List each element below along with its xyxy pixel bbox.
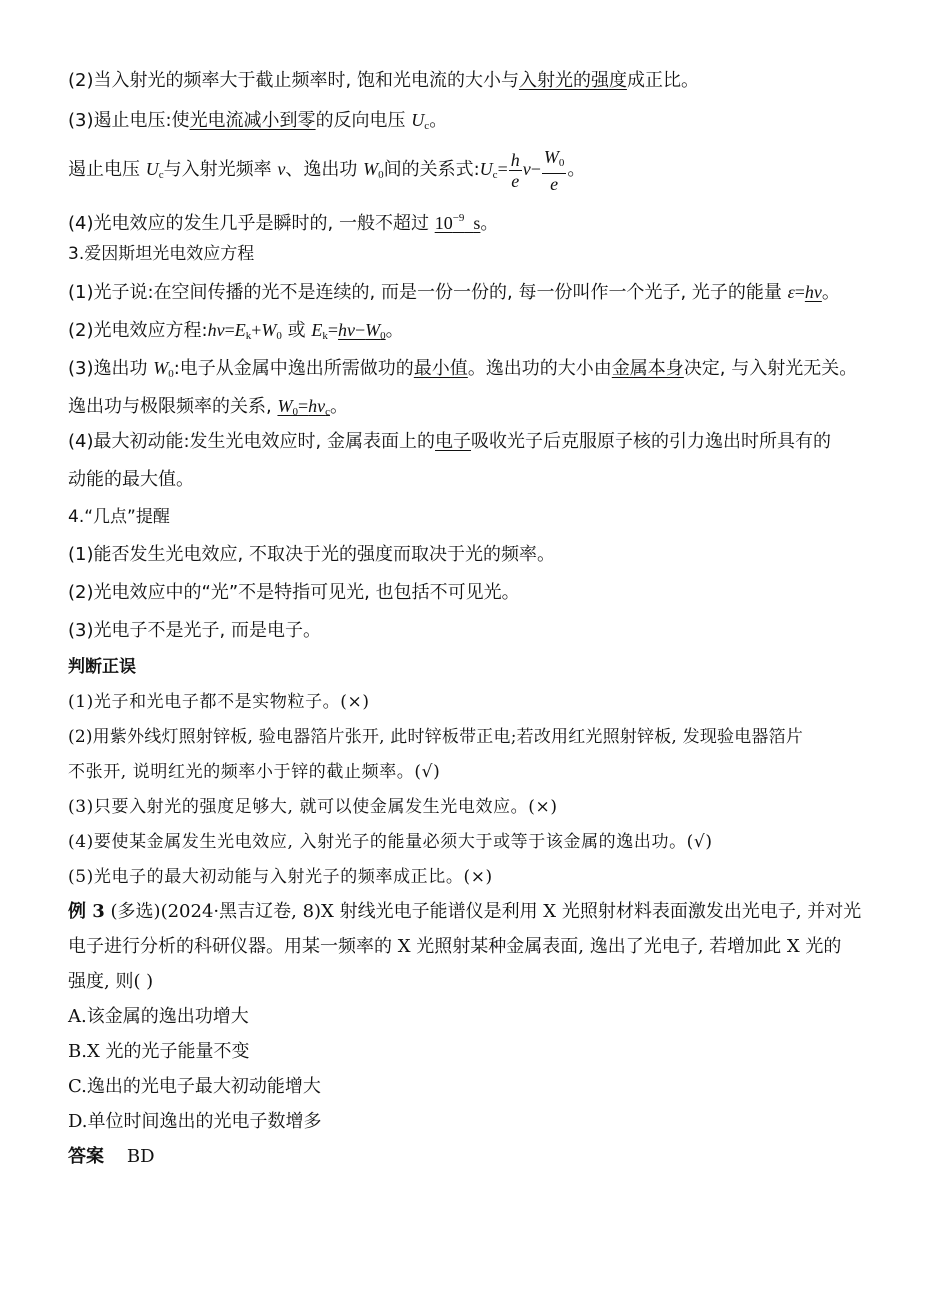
subscript: k	[322, 330, 328, 342]
text: 与入射光频率	[163, 159, 272, 180]
text: 。	[821, 282, 840, 303]
underlined-answer: 电子	[435, 431, 472, 452]
judge-title: 判断正误	[68, 657, 136, 677]
tip-1: (1)能否发生光电效应, 不取决于光的强度而取决于光的频率。	[68, 544, 555, 565]
text-line-work-function	[68, 356, 910, 386]
numerator: h	[510, 149, 520, 170]
judge-item-2b: 不张开, 说明红光的频率小于锌的截止频率。(√)	[68, 762, 441, 782]
underlined-answer: 最小值	[413, 358, 468, 379]
text: (4)最大初动能:发生光电效应时, 金属表面上的	[68, 431, 436, 452]
symbol-nu: ν	[277, 159, 286, 179]
text-line-max-kinetic-energy	[68, 430, 910, 454]
underlined-answer	[277, 396, 330, 417]
example-label: 例 3	[68, 901, 105, 922]
text: 。	[429, 110, 448, 131]
text: 间的关系式:	[383, 159, 480, 180]
numerator	[542, 147, 567, 174]
text: =	[224, 320, 235, 340]
text: 。	[385, 320, 404, 341]
text: 遏止电压	[68, 159, 140, 180]
text: (3)遏止电压:使	[68, 110, 190, 131]
fraction-h-over-e	[509, 150, 522, 191]
text-line-photoelectric-equation	[68, 318, 910, 348]
subscript: 0	[276, 330, 282, 342]
text: (4)光电效应的发生几乎是瞬时的, 一般不超过	[68, 213, 429, 234]
underlined-answer: hν	[804, 282, 822, 302]
symbol-E: E	[311, 320, 323, 340]
example-question-line-3: 强度, 则( )	[68, 971, 154, 992]
symbol-U: U	[145, 159, 159, 179]
subscript: c	[158, 169, 164, 181]
judge-item-5: (5)光电子的最大初动能与入射光子的频率成正比。(×)	[68, 867, 493, 887]
text-line-instant	[68, 206, 910, 236]
judge-item-3: (3)只要入射光的强度足够大, 就可以使金属发生光电效应。(×)	[68, 797, 558, 817]
text-line: 动能的最大值。	[68, 469, 194, 490]
symbol-W: W	[543, 146, 559, 167]
symbol-W: W	[363, 159, 379, 179]
text: 或	[287, 320, 306, 341]
subscript: 0	[558, 156, 565, 169]
text: X 射线光电子能谱仪是利用 X 光照射材料表面激发出光电子, 并对光	[321, 901, 862, 922]
subscript: 0	[378, 169, 384, 181]
symbol-W: W	[365, 320, 381, 340]
subscript: c	[424, 120, 430, 132]
symbol-epsilon: ε	[787, 282, 795, 302]
underlined-answer: 入射光的强度	[518, 70, 627, 91]
text: (2)当入射光的频率大于截止频率时, 饱和光电流的大小与	[68, 70, 519, 91]
underlined-answer	[435, 213, 481, 233]
subscript: 0	[168, 368, 174, 380]
text: (3)逸出功	[68, 358, 148, 379]
text: 成正比。	[626, 70, 699, 91]
symbol-W: W	[277, 396, 293, 416]
symbol-hv: hν	[207, 320, 225, 340]
text: −	[530, 159, 541, 179]
text: (1)光子说:在空间传播的光不是连续的, 而是一份一份的, 每一份叫作一个光子, 光子的能量	[68, 282, 782, 303]
answer-label: 答案	[68, 1146, 104, 1167]
text: 。	[567, 159, 586, 180]
text: 。	[480, 213, 499, 234]
text: (2)光电效应方程:	[68, 320, 208, 341]
text: =	[794, 282, 805, 302]
text: 吸收光子后克服原子核的引力逸出时所具有的	[471, 431, 832, 452]
superscript: −9	[452, 212, 465, 224]
text: 逸出功与极限频率的关系,	[68, 396, 272, 417]
text: 10	[434, 213, 453, 233]
symbol-nu: ν	[522, 159, 531, 179]
answer-line	[68, 1145, 910, 1169]
judge-item-2a: (2)用紫外线灯照射锌板, 验电器箔片张开, 此时锌板带正电;若改用红光照射锌板, 发现验电器箔片	[68, 727, 804, 747]
judge-item-4: (4)要使某金属发生光电效应, 入射光子的能量必须大于或等于该金属的逸出功。(√)	[68, 832, 713, 852]
underlined-answer: 光电流减小到零	[189, 110, 316, 131]
section-heading: 3.爱因斯坦光电效应方程	[68, 244, 255, 264]
text: 、逸出功	[285, 159, 358, 180]
text: −	[355, 320, 366, 340]
text: =	[327, 320, 338, 340]
text: +	[251, 320, 262, 340]
tip-3: (3)光电子不是光子, 而是电子。	[68, 620, 321, 641]
option-b: B.X 光的光子能量不变	[68, 1041, 250, 1062]
symbol-W: W	[261, 320, 277, 340]
symbol-hv: hν	[308, 396, 326, 416]
tip-2: (2)光电效应中的“光”不是特指可见光, 也包括不可见光。	[68, 582, 520, 603]
subscript: 0	[292, 406, 298, 418]
example-question-line-2: 电子进行分析的科研仪器。用某一频率的 X 光照射某种金属表面, 逸出了光电子, 若增加此 X 光的	[68, 936, 842, 957]
text-line-work-function-relation	[68, 394, 910, 424]
denominator: e	[550, 173, 559, 194]
text: :电子从金属中逸出所需做功的	[173, 358, 414, 379]
text: 。	[330, 396, 349, 417]
text-line-photon-theory	[68, 280, 910, 305]
underlined-answer: 金属本身	[611, 358, 684, 379]
answer-value: BD	[126, 1146, 155, 1167]
example-tag: (多选)(2024·黑吉辽卷, 8)	[110, 901, 322, 922]
section-heading: 4.“几点”提醒	[68, 507, 170, 527]
judge-item-1: (1)光子和光电子都不是实物粒子。(×)	[68, 692, 370, 712]
text: 。逸出功的大小由	[467, 358, 612, 379]
symbol-U: U	[411, 110, 425, 130]
symbol-hv: hν	[338, 320, 355, 340]
example-question-line-1	[68, 900, 910, 924]
text-line-stopping-voltage	[68, 108, 910, 138]
subscript: c	[325, 406, 331, 418]
subscript: c	[492, 169, 498, 181]
text-line-saturation-current	[68, 69, 910, 93]
fraction-W0-over-e	[542, 147, 567, 194]
underlined-answer	[338, 320, 386, 341]
subscript: 0	[380, 330, 386, 342]
symbol-U: U	[479, 159, 493, 179]
text: =	[297, 396, 309, 416]
subscript: k	[245, 330, 252, 342]
text: s	[473, 213, 481, 233]
symbol-E: E	[234, 320, 246, 340]
text: =	[497, 159, 508, 179]
option-d: D.单位时间逸出的光电子数增多	[68, 1111, 322, 1132]
option-a: A.该金属的逸出功增大	[68, 1006, 249, 1027]
option-c: C.逸出的光电子最大初动能增大	[68, 1076, 321, 1097]
text: 决定, 与入射光无关。	[683, 358, 858, 379]
symbol-W: W	[153, 358, 169, 378]
text: 的反向电压	[315, 110, 406, 131]
formula-stopping-voltage	[68, 144, 910, 200]
denominator: e	[511, 170, 520, 191]
